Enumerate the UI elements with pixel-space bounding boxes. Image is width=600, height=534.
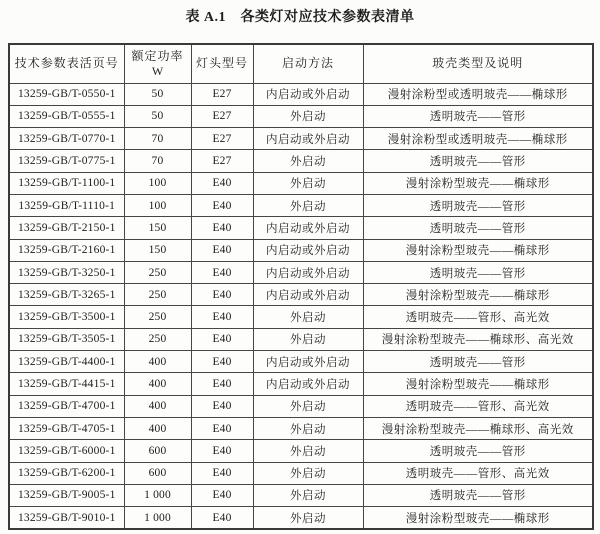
cell-rated-power: 400: [124, 351, 191, 373]
cell-bulb-description: 漫射涂粉型或透明玻壳——椭球形: [363, 128, 593, 150]
cell-rated-power: 70: [124, 150, 191, 172]
cell-cap-type: E40: [191, 462, 253, 484]
col-header-rated-power-unit: W: [151, 63, 164, 78]
cell-cap-type: E40: [191, 172, 253, 194]
parameter-table: [8, 43, 594, 530]
table-row: [9, 150, 593, 172]
cell-bulb-description: 漫射涂粉型或透明玻壳——椭球形: [363, 83, 593, 105]
table-row: [9, 395, 593, 417]
cell-starting-method: 内启动或外启动: [253, 284, 363, 306]
cell-bulb-description: 漫射涂粉型玻壳——椭球形、高光效: [363, 328, 593, 350]
cell-cap-type: E40: [191, 417, 253, 439]
cell-cap-type: E40: [191, 306, 253, 328]
table-row: [9, 105, 593, 127]
cell-starting-method: 外启动: [253, 105, 363, 127]
cell-starting-method: 外启动: [253, 150, 363, 172]
col-header-starting-method-label: 启动方法: [281, 56, 334, 71]
cell-sheet-number: 13259-GB/T-4400-1: [9, 351, 124, 373]
cell-starting-method: 内启动或外启动: [253, 261, 363, 283]
cell-bulb-description: 漫射涂粉型玻壳——椭球形: [363, 239, 593, 261]
col-header-cap-type: [191, 44, 253, 83]
cell-starting-method: 外启动: [253, 172, 363, 194]
col-header-rated-power-label: 额定功率: [131, 48, 184, 63]
cell-bulb-description: 漫射涂粉型玻壳——椭球形: [363, 507, 593, 529]
col-header-bulb-description-label: 玻壳类型及说明: [432, 56, 524, 71]
cell-cap-type: E27: [191, 150, 253, 172]
cell-rated-power: 250: [124, 261, 191, 283]
cell-sheet-number: 13259-GB/T-3265-1: [9, 284, 124, 306]
cell-rated-power: 50: [124, 83, 191, 105]
cell-rated-power: 400: [124, 395, 191, 417]
cell-sheet-number: 13259-GB/T-3500-1: [9, 306, 124, 328]
table-row: [9, 128, 593, 150]
cell-rated-power: 600: [124, 440, 191, 462]
cell-bulb-description: 透明玻壳——管形、高光效: [363, 306, 593, 328]
col-header-sheet-number: [9, 44, 124, 83]
cell-sheet-number: 13259-GB/T-9005-1: [9, 484, 124, 506]
cell-rated-power: 400: [124, 417, 191, 439]
table-row: [9, 440, 593, 462]
cell-sheet-number: 13259-GB/T-3250-1: [9, 261, 124, 283]
cell-sheet-number: 13259-GB/T-4705-1: [9, 417, 124, 439]
cell-sheet-number: 13259-GB/T-4415-1: [9, 373, 124, 395]
col-header-rated-power: [124, 44, 191, 83]
cell-cap-type: E27: [191, 83, 253, 105]
cell-bulb-description: 透明玻壳——管形: [363, 150, 593, 172]
cell-starting-method: 外启动: [253, 395, 363, 417]
table-row: [9, 194, 593, 216]
table-row: [9, 306, 593, 328]
cell-rated-power: 600: [124, 462, 191, 484]
cell-cap-type: E40: [191, 484, 253, 506]
cell-cap-type: E40: [191, 507, 253, 529]
table-title: 表 A.1 各类灯对应技术参数表清单: [185, 10, 415, 25]
cell-sheet-number: 13259-GB/T-2160-1: [9, 239, 124, 261]
cell-sheet-number: 13259-GB/T-9010-1: [9, 507, 124, 529]
table-row: [9, 284, 593, 306]
cell-cap-type: E27: [191, 128, 253, 150]
cell-starting-method: 内启动或外启动: [253, 128, 363, 150]
cell-starting-method: 外启动: [253, 328, 363, 350]
cell-cap-type: E40: [191, 395, 253, 417]
cell-rated-power: 100: [124, 194, 191, 216]
cell-rated-power: 1 000: [124, 507, 191, 529]
cell-bulb-description: 透明玻壳——管形、高光效: [363, 462, 593, 484]
table-row: [9, 373, 593, 395]
cell-cap-type: E40: [191, 239, 253, 261]
col-header-bulb-description: [363, 44, 593, 83]
table-row: [9, 417, 593, 439]
cell-starting-method: 外启动: [253, 417, 363, 439]
table-row: [9, 507, 593, 529]
cell-bulb-description: 漫射涂粉型玻壳——椭球形、高光效: [363, 417, 593, 439]
cell-bulb-description: 漫射涂粉型玻壳——椭球形: [363, 373, 593, 395]
cell-starting-method: 外启动: [253, 484, 363, 506]
cell-cap-type: E40: [191, 194, 253, 216]
cell-starting-method: 外启动: [253, 194, 363, 216]
table-header: [9, 44, 593, 83]
cell-cap-type: E40: [191, 351, 253, 373]
header-row: [9, 44, 593, 83]
cell-sheet-number: 13259-GB/T-0555-1: [9, 105, 124, 127]
cell-starting-method: 内启动或外启动: [253, 217, 363, 239]
cell-sheet-number: 13259-GB/T-1100-1: [9, 172, 124, 194]
cell-sheet-number: 13259-GB/T-0770-1: [9, 128, 124, 150]
table-row: [9, 328, 593, 350]
cell-starting-method: 内启动或外启动: [253, 239, 363, 261]
cell-sheet-number: 13259-GB/T-3505-1: [9, 328, 124, 350]
cell-starting-method: 内启动或外启动: [253, 373, 363, 395]
table-row: [9, 462, 593, 484]
cell-starting-method: 外启动: [253, 462, 363, 484]
cell-sheet-number: 13259-GB/T-0775-1: [9, 150, 124, 172]
cell-sheet-number: 13259-GB/T-2150-1: [9, 217, 124, 239]
cell-rated-power: 70: [124, 128, 191, 150]
cell-cap-type: E40: [191, 373, 253, 395]
cell-bulb-description: 透明玻壳——管形: [363, 105, 593, 127]
cell-rated-power: 400: [124, 373, 191, 395]
cell-rated-power: 250: [124, 328, 191, 350]
cell-rated-power: 150: [124, 239, 191, 261]
cell-sheet-number: 13259-GB/T-6000-1: [9, 440, 124, 462]
cell-rated-power: 1 000: [124, 484, 191, 506]
cell-sheet-number: 13259-GB/T-4700-1: [9, 395, 124, 417]
cell-cap-type: E40: [191, 440, 253, 462]
cell-bulb-description: 漫射涂粉型玻壳——椭球形: [363, 284, 593, 306]
cell-sheet-number: 13259-GB/T-6200-1: [9, 462, 124, 484]
table-row: [9, 83, 593, 105]
cell-cap-type: E40: [191, 217, 253, 239]
cell-cap-type: E40: [191, 284, 253, 306]
cell-cap-type: E40: [191, 261, 253, 283]
cell-rated-power: 50: [124, 105, 191, 127]
table-row: [9, 239, 593, 261]
col-header-cap-type-label: 灯头型号: [195, 56, 248, 71]
cell-bulb-description: 透明玻壳——管形: [363, 217, 593, 239]
cell-cap-type: E40: [191, 328, 253, 350]
cell-cap-type: E27: [191, 105, 253, 127]
cell-rated-power: 100: [124, 172, 191, 194]
cell-starting-method: 内启动或外启动: [253, 351, 363, 373]
table-row: [9, 484, 593, 506]
cell-bulb-description: 透明玻壳——管形、高光效: [363, 395, 593, 417]
cell-bulb-description: 漫射涂粉型玻壳——椭球形: [363, 172, 593, 194]
cell-bulb-description: 透明玻壳——管形: [363, 484, 593, 506]
cell-bulb-description: 透明玻壳——管形: [363, 261, 593, 283]
cell-bulb-description: 透明玻壳——管形: [363, 351, 593, 373]
cell-rated-power: 250: [124, 306, 191, 328]
cell-starting-method: 外启动: [253, 507, 363, 529]
cell-bulb-description: 透明玻壳——管形: [363, 440, 593, 462]
table-row: [9, 217, 593, 239]
cell-sheet-number: 13259-GB/T-0550-1: [9, 83, 124, 105]
cell-rated-power: 150: [124, 217, 191, 239]
cell-starting-method: 内启动或外启动: [253, 83, 363, 105]
table-body: [9, 83, 593, 529]
cell-sheet-number: 13259-GB/T-1110-1: [9, 194, 124, 216]
cell-starting-method: 外启动: [253, 440, 363, 462]
cell-rated-power: 250: [124, 284, 191, 306]
cell-starting-method: 外启动: [253, 306, 363, 328]
table-row: [9, 351, 593, 373]
table-row: [9, 261, 593, 283]
table-row: [9, 172, 593, 194]
col-header-sheet-number-label: 技术参数表活页号: [14, 56, 119, 71]
cell-bulb-description: 透明玻壳——管形: [363, 194, 593, 216]
col-header-starting-method: [253, 44, 363, 83]
